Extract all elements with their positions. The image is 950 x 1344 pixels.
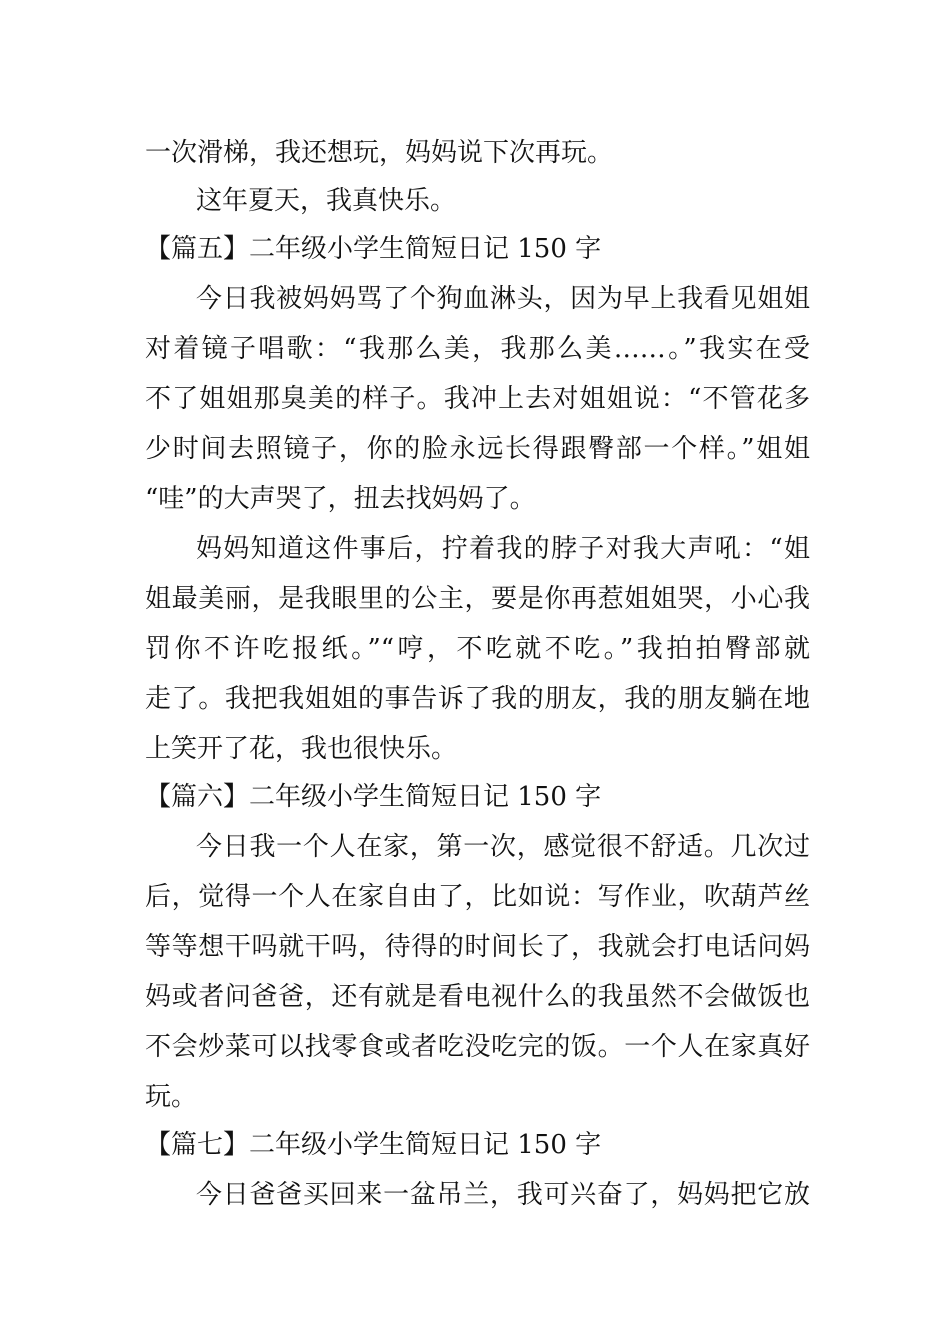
paragraph-line: 今日爸爸买回来一盆吊兰，我可兴奋了，妈妈把它放 xyxy=(196,1180,810,1210)
paragraph-line: “哇”的大声哭了，扭去找妈妈了。 xyxy=(145,484,536,514)
paragraph-line: 这年夏天，我真快乐。 xyxy=(196,186,457,216)
section-heading: 【篇五】二年级小学生简短日记 150 字 xyxy=(145,234,602,264)
paragraph-line: 姐最美丽，是我眼里的公主，要是你再惹姐姐哭，小心我 xyxy=(145,584,810,614)
paragraph-line: 妈妈知道这件事后，拧着我的脖子对我大声吼：“姐 xyxy=(196,534,810,564)
paragraph-line: 上笑开了花，我也很快乐。 xyxy=(145,734,458,764)
section-heading: 【篇七】二年级小学生简短日记 150 字 xyxy=(145,1130,602,1160)
paragraph-line: 走了。我把我姐姐的事告诉了我的朋友，我的朋友躺在地 xyxy=(145,684,810,714)
paragraph-line: 妈或者问爸爸，还有就是看电视什么的我虽然不会做饭也 xyxy=(145,982,810,1012)
paragraph-line: 罚你不许吃报纸。”“哼，不吃就不吃。”我拍拍臀部就 xyxy=(145,634,810,664)
section-heading: 【篇六】二年级小学生简短日记 150 字 xyxy=(145,782,602,812)
paragraph-line: 后，觉得一个人在家自由了，比如说：写作业，吹葫芦丝 xyxy=(145,882,810,912)
paragraph-line: 不了姐姐那臭美的样子。我冲上去对姐姐说：“不管花多 xyxy=(145,384,810,414)
paragraph-line: 对着镜子唱歌：“我那么美，我那么美……。”我实在受 xyxy=(145,334,810,364)
paragraph-line: 不会炒菜可以找零食或者吃没吃完的饭。一个人在家真好 xyxy=(145,1032,810,1062)
paragraph-line: 今日我被妈妈骂了个狗血淋头，因为早上我看见姐姐 xyxy=(196,284,810,314)
paragraph-line: 今日我一个人在家，第一次，感觉很不舒适。几次过 xyxy=(196,832,810,862)
paragraph-line: 少时间去照镜子，你的脸永远长得跟臀部一个样。”姐姐 xyxy=(145,434,810,464)
paragraph-line: 玩。 xyxy=(145,1082,198,1112)
paragraph-line: 一次滑梯，我还想玩，妈妈说下次再玩。 xyxy=(145,138,614,168)
paragraph-line: 等等想干吗就干吗，待得的时间长了，我就会打电话问妈 xyxy=(145,932,810,962)
